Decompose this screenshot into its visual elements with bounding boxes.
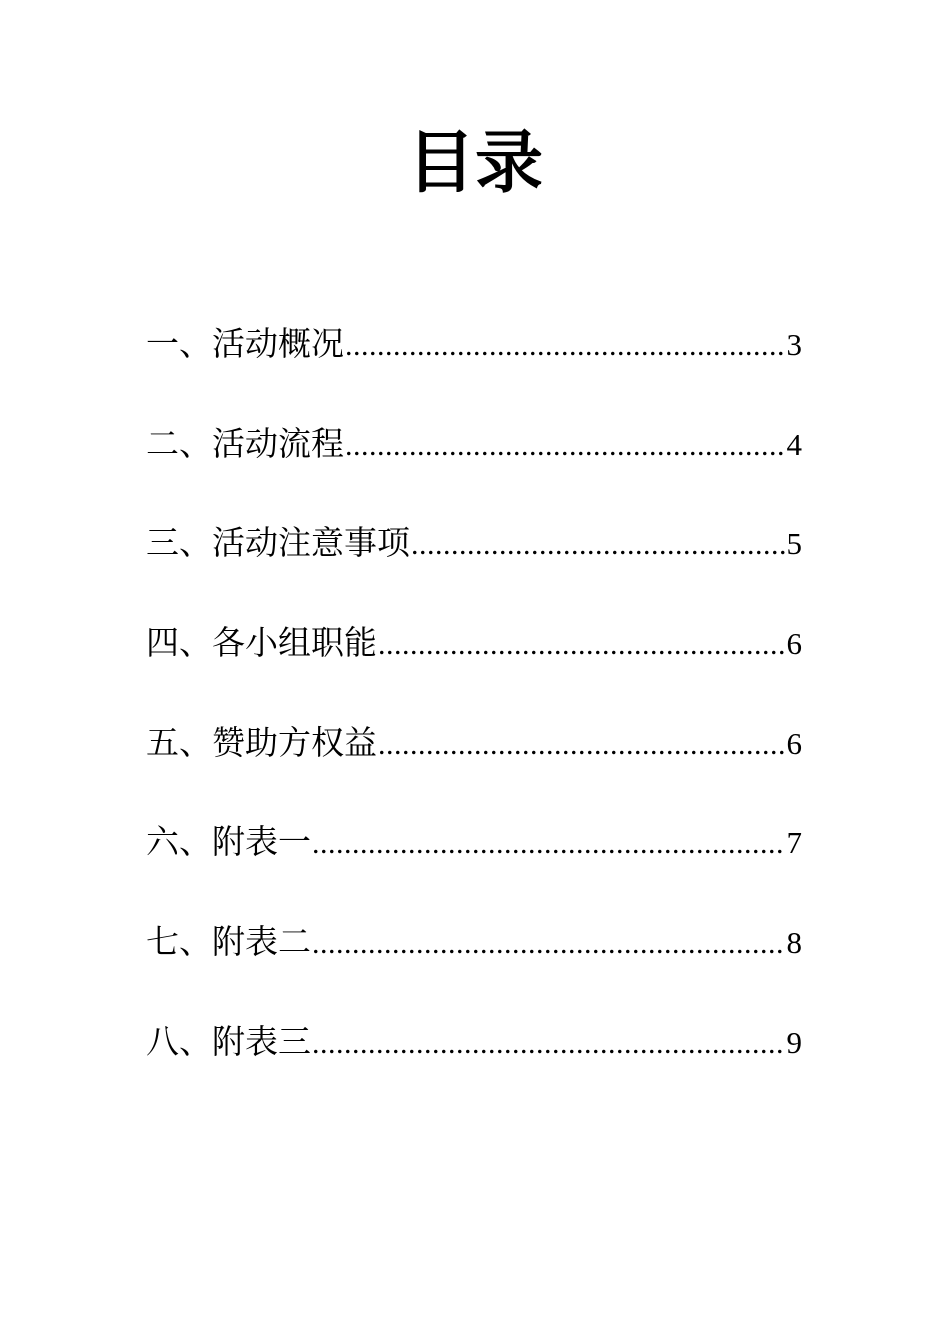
toc-entry-page: 4 <box>786 426 802 462</box>
dot-leader <box>411 517 786 573</box>
toc-entry-label: 六、附表一 <box>146 822 311 862</box>
toc-entry[interactable] <box>146 1014 802 1114</box>
toc-entry-label: 一、活动概况 <box>146 324 344 363</box>
toc-entry[interactable] <box>146 416 802 516</box>
toc-title: 目录 <box>406 123 543 203</box>
toc-entry[interactable] <box>146 814 802 914</box>
toc-entry-page: 7 <box>786 825 802 861</box>
dot-leader <box>345 418 786 474</box>
toc-entry-label: 五、赞助方权益 <box>146 722 377 762</box>
toc-entry[interactable] <box>146 914 802 1014</box>
dot-leader <box>312 1016 786 1072</box>
toc-entry-page: 5 <box>786 526 802 562</box>
toc-entry[interactable] <box>146 316 802 416</box>
toc-entry[interactable] <box>146 515 802 615</box>
toc-entry[interactable] <box>146 715 802 815</box>
toc-entry[interactable] <box>146 615 802 715</box>
dot-leader <box>378 617 786 673</box>
toc-entry-label: 八、附表三 <box>146 1021 311 1061</box>
toc-entry-label: 二、活动流程 <box>146 423 344 463</box>
toc-entry-label: 三、活动注意事项 <box>146 523 410 563</box>
toc-entry-page: 9 <box>786 1024 802 1060</box>
dot-leader <box>312 916 786 972</box>
toc-entry-label: 七、附表二 <box>146 922 311 962</box>
toc-entry-label: 四、各小组职能 <box>146 623 377 663</box>
toc-entry-page: 3 <box>786 327 802 362</box>
dot-leader <box>312 816 786 872</box>
toc-entry-page: 8 <box>786 925 802 961</box>
toc-entry-page: 6 <box>786 626 802 662</box>
dot-leader <box>345 318 786 374</box>
toc-entry-page: 6 <box>786 725 802 761</box>
toc-list <box>146 316 802 1114</box>
dot-leader <box>378 717 786 773</box>
